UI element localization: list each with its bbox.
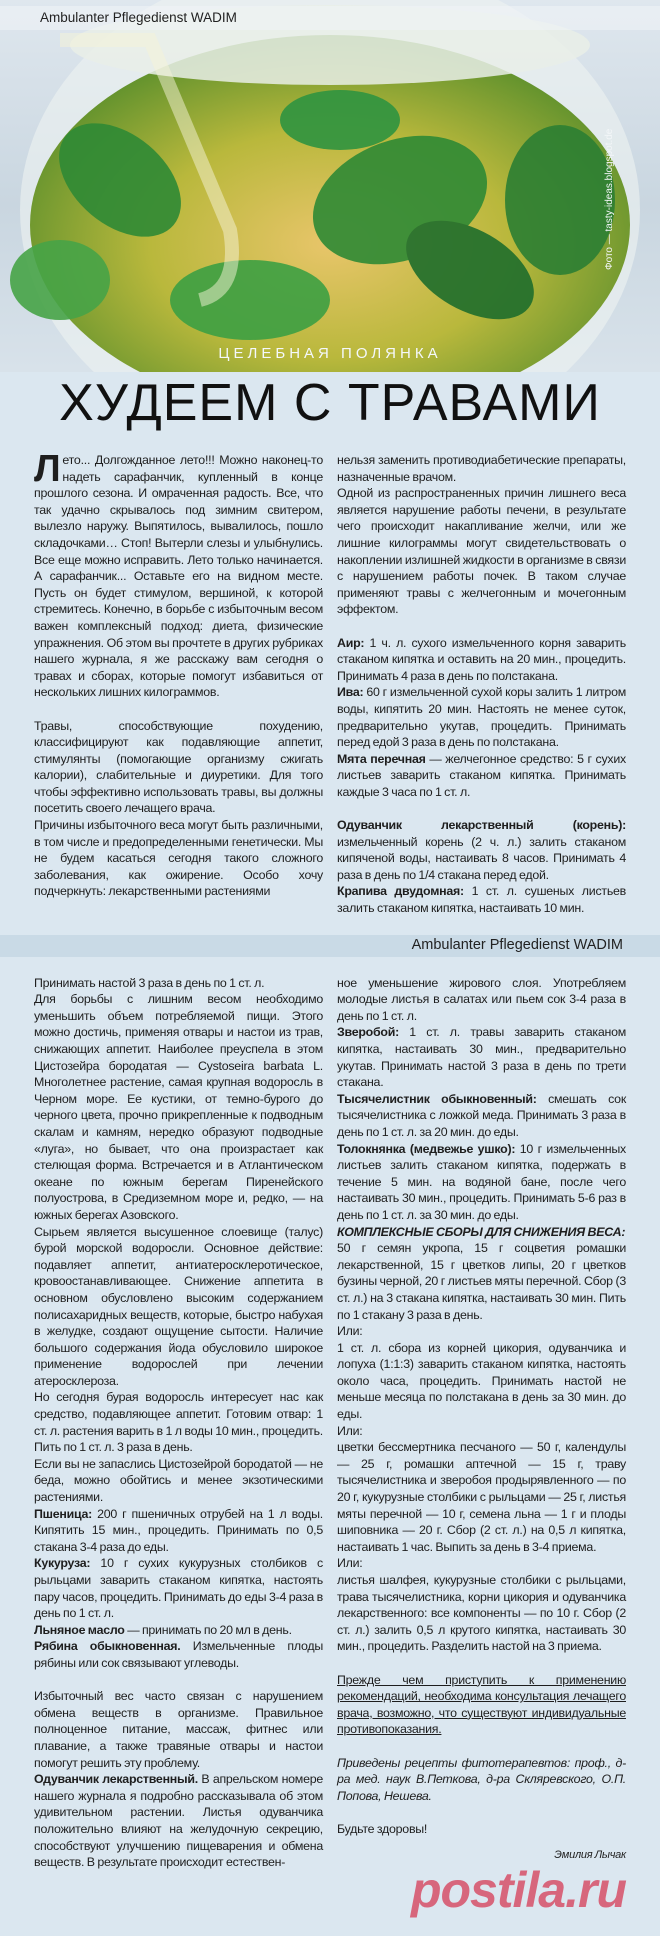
drop-cap: Л xyxy=(34,448,61,490)
hero-photo-herbal-tea-bowl xyxy=(0,0,660,372)
article-section-1 xyxy=(0,434,660,935)
author-signature: Эмилия Лычак xyxy=(554,1848,626,1861)
paragraph xyxy=(34,1688,323,1771)
paragraph-text: 1 ст. л. сбора из корней цикория, одуванчика и лопуха (1:1:3) заварить стаканом кипятка, настоять около часа, процедить. Принимать настой не меньше месяца по полстакана в день за 30 мин. до еды. xyxy=(337,1340,626,1422)
paragraph-text: 1 ч. л. сухого измельченного корня заварить стаканом кипятка и оставить на 20 мин., процедить. Принимать 4 раза в день по полстакана. xyxy=(337,635,626,683)
header-band xyxy=(0,6,660,30)
paragraph xyxy=(337,883,626,916)
paragraph xyxy=(337,684,626,750)
paragraph-text: смешать сок тысячелистника с ложкой меда. Принимать 3 раза в день по 1 ст. л. за 20 мин. до еды. xyxy=(337,1091,626,1139)
paragraph xyxy=(337,1091,626,1141)
paragraph-text: 10 г сухих кукурузных столбиков с рыльцами заварить стаканом кипятка, настоять пару часов, процедить. Принимать до еды 3-4 раза в день по 1 ст. л. xyxy=(34,1556,323,1621)
paragraph-text: Измельченные плоды рябины или сок связывают углеводы. xyxy=(34,1639,323,1670)
paragraph xyxy=(337,452,626,485)
paragraph xyxy=(34,1224,323,1390)
paragraph-text: Сырьем является высушенное слоевище (талус) бурой морской водоросли. Основное действие: подавляет аппетит, антиатеросклеротическое, кровоостанавливающее. Снижение аппетита в основном обусловлено высоким содержанием полисахаридных веществ, которые, быстро набухая в желудке, создают ощущение сытости. Наличие большого содержания йода обусловило широкое применение водорослей при лечении атеросклероза. xyxy=(34,1224,323,1388)
bold-label: КОМПЛЕКСНЫЕ СБОРЫ ДЛЯ СНИЖЕНИЯ ВЕСА: xyxy=(337,1224,626,1239)
paragraph xyxy=(34,1771,323,1871)
article-column-4-wrapper xyxy=(337,975,626,1918)
paragraph xyxy=(34,1506,323,1556)
bold-label: Тысячелистник обыкновенный: xyxy=(337,1091,537,1106)
paragraph-text: 1 ст. л. травы заварить стаканом кипятка, настаивать 30 мин., предварительно укутав. Принимать настой 3 раза в день по трети стакана. xyxy=(337,1025,626,1090)
paragraph-text: нельзя заменить противодиабетические препараты, назначенные врачом. xyxy=(337,453,626,484)
paragraph-text: Но сегодня бурая водоросль интересует нас как средство, подавляющее аппетит. Готовим отвар: 1 ст. л. растения варить в 1 л воды 10 мин., процедить. Пить по 1 ст. л. 3 раза в день. xyxy=(34,1390,323,1455)
paragraph-text: 10 г измельченных листьев залить стаканом кипятка, подержать в течение 5 мин. на водяной бане, после чего настаивать 30 мин., процедить. Принимать 5-6 раз в день по 1 ст. л. за 30 мин. до еды. xyxy=(337,1141,626,1222)
bold-label: Ива: xyxy=(337,685,364,700)
paragraph xyxy=(337,1555,626,1572)
paragraph-text: 50 г семян укропа, 15 г соцветия ромашки лекарственной, 15 г цветков липы, 20 г цветков бузины черной, 20 г листьев мяты перечной. Сбор (3 ст. л.) на 3 стакана кипятка, настаивать 30 мин. Пить по 1 стакану 3 раза в день. xyxy=(337,1241,626,1322)
bold-label: Толокнянка (медвежье ушко): xyxy=(337,1141,516,1156)
paragraph xyxy=(34,1622,323,1639)
bold-label: Пшеница: xyxy=(34,1506,93,1521)
paragraph xyxy=(337,1672,626,1738)
paragraph xyxy=(337,1240,626,1323)
bold-label: Мята перечная xyxy=(337,751,426,766)
paragraph xyxy=(34,1389,323,1455)
rubric-label: ЦЕЛЕБНАЯ ПОЛЯНКА xyxy=(218,345,442,362)
paragraph xyxy=(337,1141,626,1224)
article-section-2 xyxy=(0,957,660,1936)
paragraph xyxy=(337,1821,626,1838)
paragraph xyxy=(337,485,626,618)
paragraph-text: Избыточный вес часто связан с нарушением обмена веществ в организме. Правильное полноценное питание, массаж, фитнес или плавание, а также травяные отвары и настои помогут решить эту проблему. xyxy=(34,1689,323,1770)
paragraph-text: Или: xyxy=(337,1423,363,1438)
paragraph xyxy=(337,1323,626,1340)
article-column-3 xyxy=(34,975,323,1918)
brand-label: Ambulanter Pflegedienst WADIM xyxy=(411,936,623,953)
bold-label: Одуванчик лекарственный (корень): xyxy=(337,818,626,833)
bold-label: Крапива двудомная: xyxy=(337,884,464,899)
paragraph-text: Или: xyxy=(337,1556,363,1571)
paragraph-text: Принимать настой 3 раза в день по 1 ст. л. xyxy=(34,975,265,990)
paragraph-text: 1 ст. л. сушеных листьев залить стаканом кипятка, настаивать 10 мин. xyxy=(337,884,627,916)
paragraph xyxy=(337,1439,626,1555)
paragraph-text: ето... Долгожданное лето!!! Можно наконец-то надеть сарафанчик, купленный в конце прошлого сезона. И омраченная радость. Все, что так удачно скрывалось под зимним свитером, вылезло наружу. Выпятилось, вывалилось, пошло складочками… Стоп! Вытерли слезы и улыбнулись. Все еще можно исправить. Лето только начинается. А сарафанчик... Оставьте его на видном месте. Пусть он будет стимулом, вершиной, к которой стремитесь. Конечно, в борьбе с избыточным весом важен комплексный подход: диета, физические упражнения. Об этом вы прочтете в других рубриках нашего журнала, я же расскажу вам сегодня о травах и сборах, которые помогут избавиться от нескольких лишних килограммов. xyxy=(34,453,323,700)
paragraph xyxy=(337,817,626,883)
paragraph xyxy=(34,817,323,900)
article-column-2 xyxy=(337,452,626,917)
underlined-note: Прежде чем приступить к применению рекомендаций, необходима консультация лечащего врача, возможно, что существуют индивидуальные противопоказания. xyxy=(337,1672,626,1737)
paragraph-text: — желчегонное средство: 5 г сухих листьев заварить стаканом кипятка. Принимать каждые 3 часа по 1 ст. л. xyxy=(337,751,626,799)
bold-label: Кукуруза: xyxy=(34,1556,91,1571)
paragraph xyxy=(34,1638,323,1671)
paragraph xyxy=(337,635,626,685)
paragraph xyxy=(337,1024,626,1090)
paragraph xyxy=(337,975,626,1025)
paragraph xyxy=(34,718,323,818)
article-column-1 xyxy=(34,448,323,917)
paragraph-text: В апрельском номере нашего журнала я подробно рассказывала об этом удивительном растении. Листья одуванчика положительно влияют на желудочную секрецию, способствуют улучшению пищеварения и обмена веществ. В результате происходит естествен- xyxy=(34,1772,323,1870)
paragraph xyxy=(337,751,626,801)
paragraph xyxy=(34,1456,323,1506)
tea-bowl-illustration xyxy=(0,0,660,372)
paragraph xyxy=(337,1572,626,1655)
paragraph-text: Или: xyxy=(337,1324,363,1339)
paragraph-text: 60 г измельченной сухой коры залить 1 литром воды, кипятить 20 мин. Настоять не менее суток, предварительно укутав, процедить. Принимать перед едой 3 раза в день по полстакана. xyxy=(337,685,626,750)
paragraph-text: цветки бессмертника песчаного — 50 г, календулы — 25 г, ромашки аптечной — 15 г, траву тысячелистника и зверобоя продырявленного — по 20 г, кукурузные столбики с рыльцами — 25 г, листья мяты перечной — 10 г, семена льна — 1 г и плоды шиповника — 20 г. Сбор (2 ст. л.) на 0,5 л кипятка, настаивать 1 час. Выпить за день в 3-4 приема. xyxy=(337,1440,626,1554)
bold-label: Аир: xyxy=(337,635,365,650)
paragraph-text: Для борьбы с лишним весом необходимо уменьшить объем потребляемой пищи. Этого можно достичь, применяя отвары и настои из трав, снижающих аппетит. Наиболее преуспела в этом Цистозейра бородатая — Cystoseira barbata L. Многолетнее растение, самая крупная водоросль в Черном море. Ее кустики, от темно-бурого до черного цвета, прочно прикрепленные к подводным скалам и камням, нередко образуют подводные «луга», но бывает, что она произрастает как стелющая форма. Встречается и в Атлантическом океане по южным берегам Пиренейского полуострова, в Средиземном море и, редко, — на южных берегах Азовского. xyxy=(34,992,323,1222)
bold-label: Рябина обыкновенная. xyxy=(34,1639,181,1654)
paragraph-text: Одной из распространенных причин лишнего веса является нарушение работы печени, в результате чего происходит накапливание желчи, или же лишние килограммы могут свидетельствовать о накоплении излишней жидкости в организме в связи с нарушением работы почек. В таком случае применяют травы с желчегонным и мочегонным эффектом. xyxy=(337,486,626,617)
paragraph-text: листья шалфея, кукурузные столбики с рыльцами, трава тысячелистника, корни цикория и одуванчика лекарственного: все компоненты — по 10 г. Сбор (2 ст. л.) залить 0,5 л крутого кипятка, настаивать 30 мин., процедить. Разделить настой на 3 приема. xyxy=(337,1573,626,1654)
italic-note: Приведены рецепты фитотерапевтов: проф., д-ра мед. наук В.Петкова, д-ра Скляревского, О.П. Попова, Нешева. xyxy=(337,1755,626,1803)
separator-band xyxy=(0,935,660,957)
paragraph xyxy=(337,1423,626,1440)
paragraph xyxy=(34,991,323,1223)
paragraph xyxy=(337,1755,626,1805)
article-title: ХУДЕЕМ С ТРАВАМИ xyxy=(0,372,660,434)
paragraph-text: — принимать по 20 мл в день. xyxy=(124,1622,292,1637)
paragraph-text: измельченный корень (2 ч. л.) залить стаканом кипяченой воды, настаивать 8 часов. Принимать 4 раза в день по 1/4 стакана перед едой. xyxy=(337,834,626,882)
paragraph xyxy=(337,1340,626,1423)
paragraph xyxy=(34,448,323,701)
paragraph xyxy=(337,1224,626,1241)
paragraph xyxy=(34,1555,323,1621)
paragraph-text: Причины избыточного веса могут быть различными, в том числе и предопределенными генетически. Мы не будем касаться сегодня такого сложного заболевания, как ожирение. Особо хочу подчеркнуть: лекарственными растениями xyxy=(34,818,323,899)
bold-label: Зверобой: xyxy=(337,1025,399,1040)
postila-watermark: postila.ru xyxy=(410,1861,626,1918)
brand-label: Ambulanter Pflegedienst WADIM xyxy=(40,10,237,25)
paragraph-text: Будьте здоровы! xyxy=(337,1821,428,1836)
article-footer xyxy=(337,1848,626,1918)
photo-credit: Фото — tasty-ideas.blogspot.de xyxy=(604,128,615,270)
bold-label: Одуванчик лекарственный. xyxy=(34,1772,198,1787)
paragraph-text: Травы, способствующие похудению, классифицируют как подавляющие аппетит, стимулянты (помогающие организму сжигать калории), слабительные и диуретики. Для того чтобы эффективно использовать травы, вы должны посетить своего лечащего врача. xyxy=(34,718,323,816)
article-column-4 xyxy=(337,975,626,1838)
bold-label: Льняное масло xyxy=(34,1622,125,1637)
paragraph xyxy=(34,975,323,992)
paragraph-text: Если вы не запаслись Цистозейрой бородатой — не беда, можно обойтись и менее экзотическими растениями. xyxy=(34,1456,323,1505)
paragraph-text: 200 г пшеничных отрубей на 1 л воды. Кипятить 15 мин., процедить. Принимать по 0,5 стакана 3-4 раза до еды. xyxy=(34,1506,323,1554)
paragraph-text: ное уменьшение жирового слоя. Употребляем молодые листья в салатах или пьем сок 3-4 раза в день по 1 ст. л. xyxy=(337,975,626,1023)
